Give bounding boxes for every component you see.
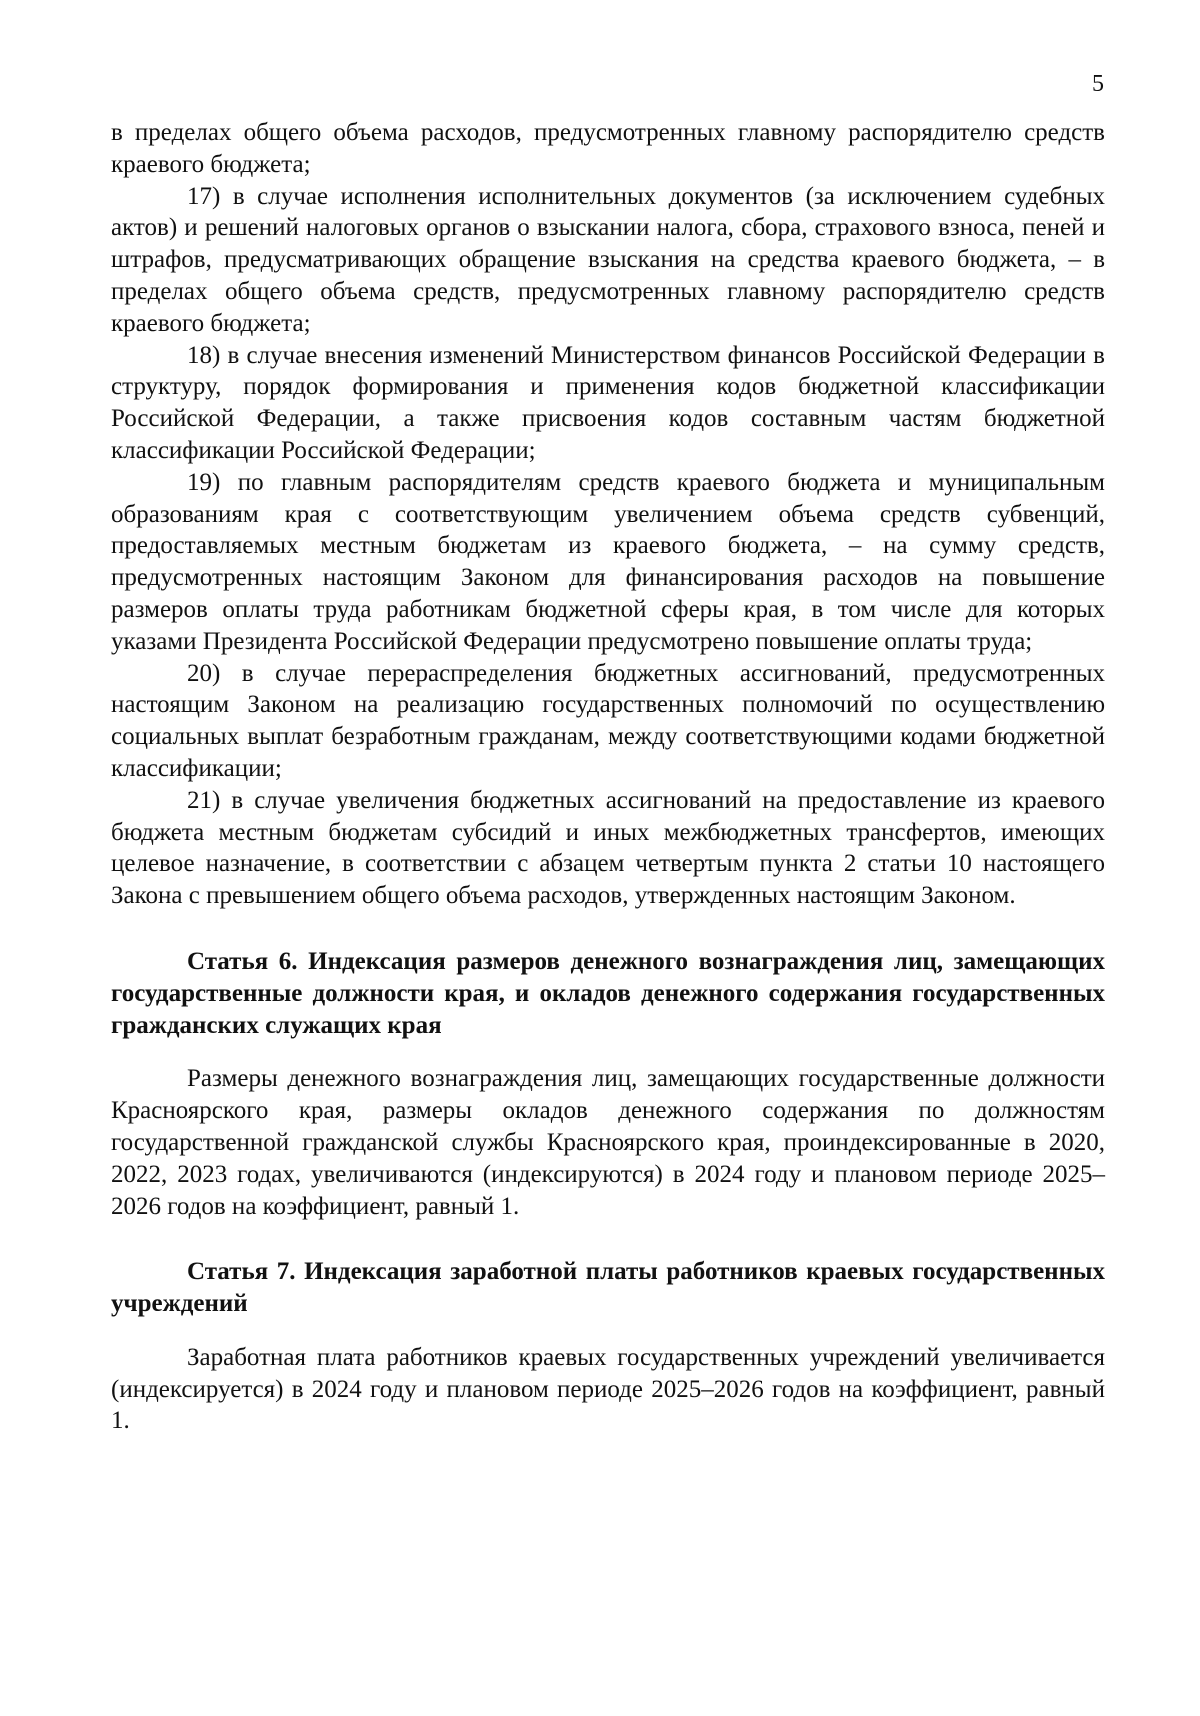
article-6-heading: Статья 6. Индексация размеров денежного вознаграждения лиц, замещающих государственные должности края, и окладов денежного содержания государственных гражданских служащих края xyxy=(111,947,1105,1039)
article-7-body: Заработная плата работников краевых государственных учреждений увеличивается (индексируется) в 2024 году и плановом периоде 2025–2026 годов на коэффициент, равный 1. xyxy=(111,1343,1105,1435)
paragraph-item-20: 20) в случае перераспределения бюджетных ассигнований, предусмотренных настоящим Законом на реализацию государственных полномочий по осуществлению социальных выплат безработным гражданам, между соответствующими кодами бюджетной классификации; xyxy=(111,659,1105,782)
document-body xyxy=(111,117,1105,1437)
paragraph-item-17: 17) в случае исполнения исполнительных документов (за исключением судебных актов) и решений налоговых органов о взыскании налога, сбора, страхового взноса, пеней и штрафов, предусматривающих обращение взыскания на средства краевого бюджета, – в пределах общего объема средств, предусмотренных главному распорядителю средств краевого бюджета; xyxy=(111,182,1105,337)
paragraph-item-18: 18) в случае внесения изменений Министерством финансов Российской Федерации в структуру, порядок формирования и применения кодов бюджетной классификации Российской Федерации, а также присвоения кодов составным частям бюджетной классификации Российской Федерации; xyxy=(111,341,1105,464)
spacer xyxy=(111,1222,1105,1256)
article-7-heading: Статья 7. Индексация заработной платы работников краевых государственных учреждений xyxy=(111,1258,1105,1318)
paragraph-item-19: 19) по главным распорядителям средств краевого бюджета и муниципальным образованиям края с соответствующим увеличением объема средств субвенций, предоставляемых местным бюджетам из краевого бюджета, – на сумму средств, предусмотренных настоящим Законом для финансирования расходов на повышение размеров оплаты труда работникам бюджетной сферы края, в том числе для которых указами Президента Российской Федерации предусмотрено повышение оплаты труда; xyxy=(111,468,1105,655)
page-number: 5 xyxy=(1092,71,1104,97)
spacer xyxy=(111,1320,1105,1342)
paragraph-item-21: 21) в случае увеличения бюджетных ассигнований на предоставление из краевого бюджета местным бюджетам субсидий и иных межбюджетных трансфертов, имеющих целевое назначение, в соответствии с абзацем четвертым пункта 2 статьи 10 настоящего Закона с превышением общего объема расходов, утвержденных настоящим Законом. xyxy=(111,786,1105,910)
article-6-body: Размеры денежного вознаграждения лиц, замещающих государственные должности Красноярского края, размеры окладов денежного содержания по должностям государственной гражданской службы Красноярского края, проиндексированные в 2020, 2022, 2023 годах, увеличиваются (индексируются) в 2024 году и плановом периоде 2025–2026 годов на коэффициент, равный 1. xyxy=(111,1065,1105,1220)
spacer xyxy=(111,912,1105,946)
paragraph-continuation: в пределах общего объема расходов, предусмотренных главному распорядителю средств краевого бюджета; xyxy=(111,119,1105,178)
spacer xyxy=(111,1041,1105,1063)
